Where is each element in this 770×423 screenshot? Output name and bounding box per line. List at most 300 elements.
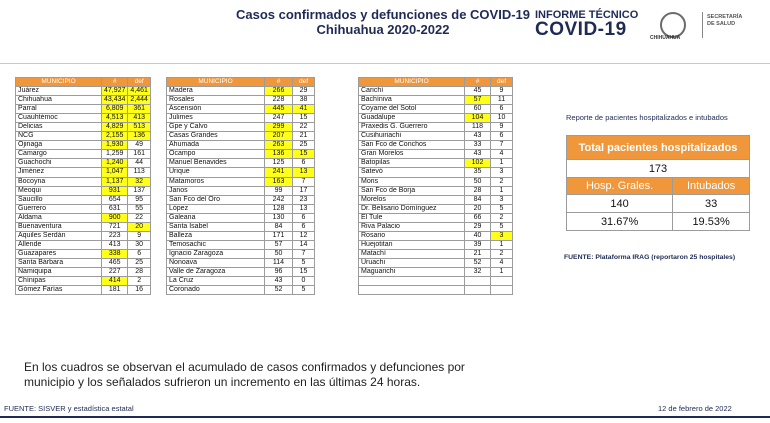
municipio-cell: Temosachic [167,240,265,249]
municipio-cell: Guachochi [16,159,102,168]
deaths-cell: 25 [128,258,151,267]
municipio-cell: Namiquipa [16,267,102,276]
municipio-cell: Morelos [359,195,465,204]
cases-cell: 1,047 [102,168,128,177]
municipio-cell: Aldama [16,213,102,222]
table-row [167,132,315,141]
cases-cell: 130 [265,213,293,222]
cases-cell: 445 [265,105,293,114]
page-title [228,7,538,37]
municipio-cell: Manuel Benavides [167,159,265,168]
deaths-cell: 113 [128,168,151,177]
hospital-source: FUENTE: Plataforma IRAG (reportaron 25 hospitales) [564,254,736,261]
municipio-cell: Madera [167,87,265,96]
deaths-cell: 7 [293,177,315,186]
deaths-cell: 22 [293,123,315,132]
deaths-cell: 6 [491,132,513,141]
deaths-cell: 4,461 [128,87,151,96]
cases-cell: 1,240 [102,159,128,168]
table-row [16,277,151,286]
table-row [359,222,513,231]
deaths-cell: 6 [491,105,513,114]
table-row [167,177,315,186]
table-row [359,195,513,204]
table-row [167,105,315,114]
deaths-cell: 9 [491,123,513,132]
deaths-cell: 22 [128,213,151,222]
deaths-cell: 1 [491,267,513,276]
cases-cell: 900 [102,213,128,222]
table-row [359,258,513,267]
hosp-general-percent: 31.67% [567,213,673,231]
deaths-cell: 13 [293,204,315,213]
municipio-cell: Coronado [167,286,265,295]
municipio-cell: Matachí [359,249,465,258]
deaths-cell: 413 [128,114,151,123]
table-row [16,222,151,231]
table-row [167,240,315,249]
header-divider [0,63,770,64]
cases-cell: 35 [465,168,491,177]
cases-cell: 43,434 [102,96,128,105]
table-row [167,123,315,132]
deaths-cell: 4 [491,150,513,159]
deaths-cell: 49 [128,141,151,150]
table-row [167,87,315,96]
table-row [167,286,315,295]
municipio-cell: Aquiles Serdán [16,231,102,240]
table-row [359,204,513,213]
table-row [167,204,315,213]
cases-cell: 413 [102,240,128,249]
report-label: INFORME TÉCNICO [535,9,639,21]
municipio-cell: Ascensión [167,105,265,114]
table-row [167,159,315,168]
deaths-cell: 5 [491,222,513,231]
cases-cell: 654 [102,195,128,204]
municipio-cell: Praxedis G. Guerrero [359,123,465,132]
table-row [359,87,513,96]
table-row [16,150,151,159]
cases-cell: 40 [465,231,491,240]
cases-cell: 52 [265,286,293,295]
deaths-cell: 21 [293,132,315,141]
table-row [16,267,151,276]
deaths-cell: 2 [491,249,513,258]
cases-cell: 114 [265,258,293,267]
cases-cell: 28 [465,186,491,195]
municipio-cell: Galeana [167,213,265,222]
cases-cell: 465 [102,258,128,267]
table-row [359,213,513,222]
table-row [359,231,513,240]
municipio-cell: Batopilas [359,159,465,168]
cases-cell: 247 [265,114,293,123]
cases-cell: 207 [265,132,293,141]
municipio-cell: Jiménez [16,168,102,177]
cases-cell: 128 [265,204,293,213]
table-row [167,168,315,177]
municipio-cell: Ignacio Zaragoza [167,249,265,258]
hosp-general-value: 140 [567,195,673,213]
hospital-total-value: 173 [567,160,750,178]
deaths-cell: 25 [293,141,315,150]
municipio-cell: San Fco de Conchos [359,141,465,150]
municipio-cell: Chínipas [16,277,102,286]
municipio-cell: Carichí [359,87,465,96]
municipio-cell: Ahumada [167,141,265,150]
municipio-cell: Balleza [167,231,265,240]
table-row [359,177,513,186]
footer-line [0,416,770,418]
table-row [359,141,513,150]
table-row [359,286,513,295]
cases-cell: 104 [465,114,491,123]
cases-cell: 32 [465,267,491,276]
deaths-cell: 6 [293,222,315,231]
cases-cell: 2,155 [102,132,128,141]
municipio-cell: Camargo [16,150,102,159]
municipio-cell: Dr. Belisario Domínguez [359,204,465,213]
table-row [167,222,315,231]
hospital-summary-table [566,135,750,231]
cases-cell: 241 [265,168,293,177]
municipio-cell: Coyame del Sotol [359,105,465,114]
deaths-cell: 17 [293,186,315,195]
cases-cell: 931 [102,186,128,195]
municipio-cell: Maguarichi [359,267,465,276]
cases-cell: 266 [265,87,293,96]
table-row [16,204,151,213]
municipio-cell: Buenaventura [16,222,102,231]
logo-divider [702,12,703,38]
municipios-table-3 [358,77,513,295]
cases-cell: 227 [102,267,128,276]
table-row [359,240,513,249]
cases-cell: 33 [465,141,491,150]
cases-cell: 136 [265,150,293,159]
municipio-cell: Huejotitan [359,240,465,249]
deaths-cell: 14 [293,240,315,249]
header-deaths: def [128,78,151,87]
cases-cell: 29 [465,222,491,231]
table-row [16,132,151,141]
deaths-cell: 2 [128,277,151,286]
municipio-cell: Gpe y Calvo [167,123,265,132]
cases-cell: 181 [102,286,128,295]
deaths-cell: 15 [293,267,315,276]
municipio-cell: Meoqui [16,186,102,195]
municipio-cell: Delicias [16,123,102,132]
header-deaths: def [491,78,513,87]
deaths-cell: 161 [128,150,151,159]
table-row [167,277,315,286]
deaths-cell: 1 [491,240,513,249]
deaths-cell: 1 [491,186,513,195]
deaths-cell: 10 [491,114,513,123]
cases-cell: 57 [465,96,491,105]
header-deaths: def [293,78,315,87]
cases-cell: 118 [465,123,491,132]
secretaria-line-1: SECRETARÍA [707,14,743,20]
municipio-cell: Cusihuiriachi [359,132,465,141]
hospital-total-title: Total pacientes hospitalizados [567,136,750,160]
note-text: En los cuadros se observan el acumulado de casos confirmados y defunciones por municipio y los señalados sufrieron un incremento en las últimas 24 horas. [24,360,465,389]
footer-date: 12 de febrero de 2022 [658,404,732,413]
cases-cell: 223 [102,231,128,240]
deaths-cell: 6 [293,213,315,222]
table-row [359,277,513,286]
table-row [167,213,315,222]
cases-cell: 1,259 [102,150,128,159]
deaths-cell: 30 [128,240,151,249]
municipio-cell: Guadalupe [359,114,465,123]
deaths-cell: 32 [128,177,151,186]
table-row [167,258,315,267]
cases-cell [465,286,491,295]
intubados-percent: 19.53% [673,213,750,231]
cases-cell: 66 [465,213,491,222]
table-row [16,105,151,114]
deaths-cell: 29 [293,87,315,96]
table-row [16,141,151,150]
deaths-cell [491,286,513,295]
cases-cell: 50 [265,249,293,258]
deaths-cell: 6 [128,249,151,258]
cases-cell: 20 [465,204,491,213]
deaths-cell: 2 [491,213,513,222]
deaths-cell [491,277,513,286]
deaths-cell: 6 [293,159,315,168]
cases-cell: 163 [265,177,293,186]
header-cases: # [465,78,491,87]
table-row [359,267,513,276]
table-row [359,123,513,132]
deaths-cell: 13 [293,168,315,177]
hosp-general-header: Hosp. Grales. [567,178,673,195]
table-row [16,159,151,168]
cases-cell: 43 [265,277,293,286]
deaths-cell: 15 [293,150,315,159]
municipio-cell: Rosario [359,231,465,240]
cases-cell: 338 [102,249,128,258]
title-line-2: Chihuahua 2020-2022 [316,22,450,37]
deaths-cell: 513 [128,123,151,132]
deaths-cell: 7 [293,249,315,258]
municipio-cell: Bocoyna [16,177,102,186]
table-row [167,96,315,105]
deaths-cell: 20 [128,222,151,231]
header-municipio: MUNICIPIO [167,78,265,87]
table-row [16,249,151,258]
table-row [16,96,151,105]
table-row [16,177,151,186]
cases-cell: 102 [465,159,491,168]
cases-cell: 43 [465,132,491,141]
cases-cell: 721 [102,222,128,231]
municipio-cell: La Cruz [167,277,265,286]
municipio-cell: NCG [16,132,102,141]
municipio-cell: Guazapares [16,249,102,258]
table-row [167,231,315,240]
municipio-cell: San Fco del Oro [167,195,265,204]
cases-cell: 263 [265,141,293,150]
cases-cell: 125 [265,159,293,168]
gov-label: CHIHUAHUA [650,35,681,41]
municipio-cell: Satevó [359,168,465,177]
municipios-table-2 [166,77,315,295]
deaths-cell: 55 [128,204,151,213]
deaths-cell: 3 [491,195,513,204]
municipio-cell: El Tule [359,213,465,222]
deaths-cell: 7 [491,141,513,150]
municipio-cell: Janos [167,186,265,195]
municipio-cell: Julimes [167,114,265,123]
cases-cell: 84 [265,222,293,231]
deaths-cell: 23 [293,195,315,204]
municipio-cell: Riva Palacio [359,222,465,231]
table-row [16,258,151,267]
table-row [359,168,513,177]
deaths-cell: 2 [491,177,513,186]
municipio-cell: Santa Bárbara [16,258,102,267]
deaths-cell: 3 [491,168,513,177]
cases-cell: 43 [465,150,491,159]
municipio-cell: López [167,204,265,213]
deaths-cell: 28 [128,267,151,276]
deaths-cell: 361 [128,105,151,114]
municipio-cell: Uruachi [359,258,465,267]
table-row [359,249,513,258]
deaths-cell: 9 [491,87,513,96]
deaths-cell: 5 [293,286,315,295]
municipio-cell: Rosales [167,96,265,105]
intubados-header: Intubados [673,178,750,195]
municipio-cell: Parral [16,105,102,114]
header-municipio: MUNICIPIO [16,78,102,87]
municipio-cell: Chihuahua [16,96,102,105]
municipio-cell: Cuauhtémoc [16,114,102,123]
deaths-cell: 2,444 [128,96,151,105]
deaths-cell: 16 [128,286,151,295]
deaths-cell: 136 [128,132,151,141]
deaths-cell: 1 [491,159,513,168]
cases-cell: 39 [465,240,491,249]
municipio-cell: Bachíniva [359,96,465,105]
cases-cell: 60 [465,105,491,114]
municipio-cell: Guerrero [16,204,102,213]
deaths-cell: 44 [128,159,151,168]
table-row [167,249,315,258]
cases-cell: 631 [102,204,128,213]
table-row [167,186,315,195]
report-covid-label: COVID-19 [535,19,627,40]
cases-cell: 299 [265,123,293,132]
deaths-cell: 137 [128,186,151,195]
table-row [16,186,151,195]
table-row [167,114,315,123]
municipio-cell: Ocampo [167,150,265,159]
municipio-cell [359,277,465,286]
municipio-cell: Valle de Zaragoza [167,267,265,276]
table-row [16,114,151,123]
cases-cell: 45 [465,87,491,96]
table-row [167,195,315,204]
municipio-cell: Gran Morelos [359,150,465,159]
cases-cell: 57 [265,240,293,249]
municipio-cell: Santa Isabel [167,222,265,231]
municipio-cell: Saucillo [16,195,102,204]
deaths-cell: 15 [293,114,315,123]
table-row [16,213,151,222]
table-row [359,105,513,114]
deaths-cell: 4 [491,258,513,267]
table-row [359,132,513,141]
deaths-cell: 5 [293,258,315,267]
deaths-cell: 38 [293,96,315,105]
hospital-report-label: Reporte de pacientes hospitalizados e intubados [566,113,728,122]
title-line-1: Casos confirmados y defunciones de COVID-19 [235,7,531,22]
municipio-cell: Gómez Farías [16,286,102,295]
municipio-cell: Casas Grandes [167,132,265,141]
cases-cell: 1,930 [102,141,128,150]
cases-cell: 21 [465,249,491,258]
cases-cell: 84 [465,195,491,204]
deaths-cell: 95 [128,195,151,204]
cases-cell: 414 [102,277,128,286]
table-row [16,286,151,295]
deaths-cell: 12 [293,231,315,240]
cases-cell: 228 [265,96,293,105]
municipio-cell: Ojinaga [16,141,102,150]
municipios-table-1 [15,77,151,295]
municipio-cell: San Fco de Borja [359,186,465,195]
table-row [359,114,513,123]
table-row [359,186,513,195]
table-row [16,195,151,204]
deaths-cell: 41 [293,105,315,114]
cases-cell [465,277,491,286]
municipio-cell: Allende [16,240,102,249]
cases-cell: 4,829 [102,123,128,132]
header-municipio: MUNICIPIO [359,78,465,87]
cases-cell: 1,137 [102,177,128,186]
deaths-cell: 11 [491,96,513,105]
municipio-cell [359,286,465,295]
table-row [359,150,513,159]
cases-cell: 4,513 [102,114,128,123]
table-row [16,240,151,249]
deaths-cell: 0 [293,277,315,286]
deaths-cell: 3 [491,231,513,240]
secretaria-line-2: DE SALUD [707,21,736,27]
table-row [16,231,151,240]
municipio-cell: Juárez [16,87,102,96]
table-row [16,87,151,96]
cases-cell: 171 [265,231,293,240]
deaths-cell: 9 [128,231,151,240]
table-row [167,267,315,276]
cases-cell: 242 [265,195,293,204]
table-row [167,141,315,150]
header-cases: # [102,78,128,87]
municipio-cell: Urique [167,168,265,177]
table-row [359,96,513,105]
header-cases: # [265,78,293,87]
table-row [16,168,151,177]
cases-cell: 50 [465,177,491,186]
municipio-cell: Nonoava [167,258,265,267]
